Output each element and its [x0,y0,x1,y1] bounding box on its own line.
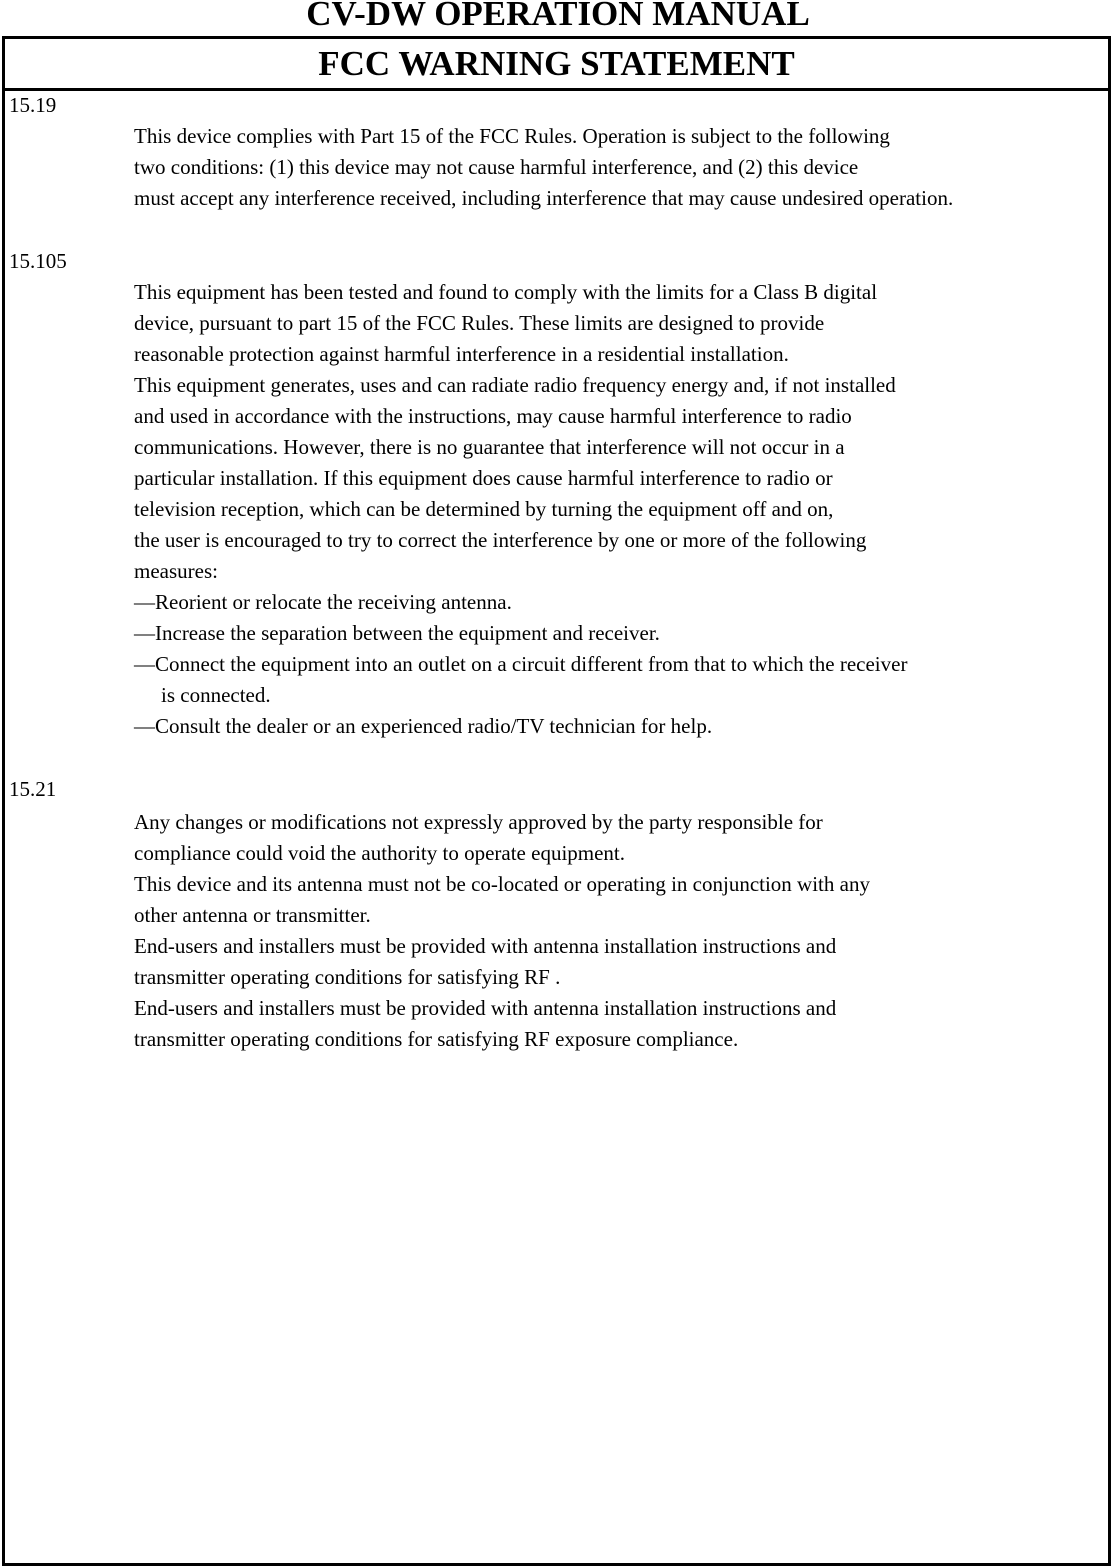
text-line: communications. However, there is no guarantee that interference will not occur in a [134,435,845,459]
statement-frame [2,36,1111,1566]
text-line: device, pursuant to part 15 of the FCC Rules. These limits are designed to provide [134,311,825,335]
rule-number-15-21: 15.21 [9,777,57,801]
section-heading: FCC WARNING STATEMENT [5,39,1108,91]
text-line: the user is encouraged to try to correct the interference by one or more of the following [134,528,867,552]
text-line: other antenna or transmitter. [134,903,371,927]
text-line: measures: [134,559,218,583]
measure-item: —Connect the equipment into an outlet on a circuit different from that to which the receiver [134,652,908,676]
text-line: reasonable protection against harmful interference in a residential installation. [134,342,789,366]
text-line: two conditions: (1) this device may not cause harmful interference, and (2) this device [134,155,859,179]
text-line: Any changes or modifications not expressly approved by the party responsible for [134,810,823,834]
text-line: and used in accordance with the instructions, may cause harmful interference to radio [134,404,852,428]
text-line: This device and its antenna must not be co-located or operating in conjunction with any [134,872,870,896]
text-line: television reception, which can be determined by turning the equipment off and on, [134,497,834,521]
rule-number-15-19: 15.19 [9,93,57,117]
text-line: End-users and installers must be provided with antenna installation instructions and [134,934,837,958]
text-line: End-users and installers must be provided with antenna installation instructions and [134,996,837,1020]
text-line: particular installation. If this equipment does cause harmful interference to radio or [134,466,833,490]
text-line: This equipment has been tested and found to comply with the limits for a Class B digital [134,280,878,304]
measure-item: —Increase the separation between the equipment and receiver. [134,621,660,645]
text-line: compliance could void the authority to operate equipment. [134,841,626,865]
text-line: transmitter operating conditions for satisfying RF exposure compliance. [134,1027,739,1051]
text-line: This device complies with Part 15 of the FCC Rules. Operation is subject to the following [134,124,890,148]
document-title: CV-DW OPERATION MANUAL [306,0,810,33]
text-line: must accept any interference received, including interference that may cause undesired operation. [134,186,954,210]
measure-item: —Reorient or relocate the receiving antenna. [134,590,512,614]
rule-number-15-105: 15.105 [9,249,67,273]
measure-item-continuation: is connected. [161,683,271,707]
text-line: This equipment generates, uses and can radiate radio frequency energy and, if not installed [134,373,896,397]
text-line: transmitter operating conditions for satisfying RF . [134,965,561,989]
measure-item: —Consult the dealer or an experienced radio/TV technician for help. [134,714,713,738]
